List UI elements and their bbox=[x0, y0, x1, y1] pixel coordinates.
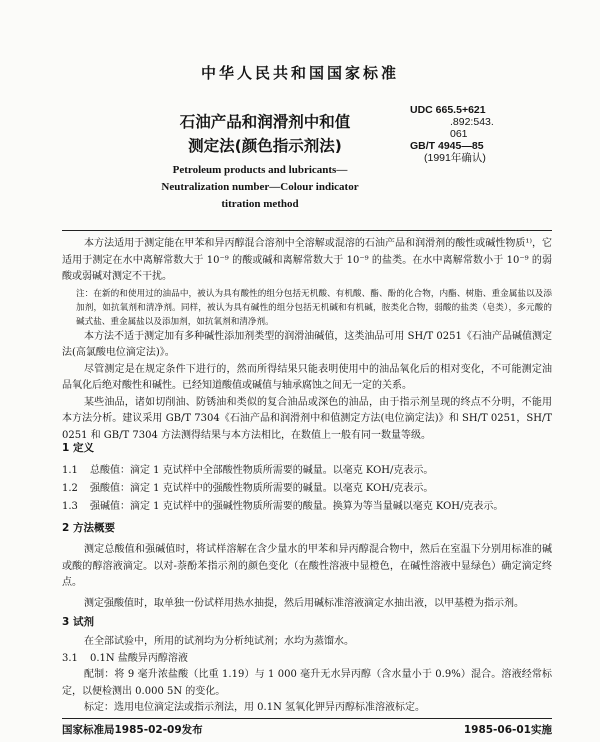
summary-paragraph-2: 测定强酸值时，取单独一份试样用热水抽提，然后用碱标准溶液滴定水抽出液，以甲基橙为指示剂。 bbox=[84, 597, 524, 609]
classification-codes bbox=[410, 104, 550, 164]
gb-code: GB/T 4945—85 bbox=[410, 140, 484, 152]
definition-text: 强酸值：滴定 1 克试样中的强酸性物质所需要的碱量。以毫克 KOH/克表示。 bbox=[90, 483, 434, 494]
definition-text: 总酸值：滴定 1 克试样中全部酸性物质所需要的碱量。以毫克 KOH/克表示。 bbox=[90, 465, 434, 476]
title-en-line-1: Petroleum products and lubricants— bbox=[172, 164, 348, 176]
reagents-paragraph-1: 在全部试验中，所用的试剂均为分析纯试剂；水均为蒸馏水。 bbox=[84, 636, 354, 647]
method-summary bbox=[62, 542, 552, 612]
summary-paragraph-1: 测定总酸值和强碱值时，将试样溶解在含少量水的甲苯和异丙醇混合物中，然后在室温下分别用标准的碱或酸的醇溶液滴定。以对-萘酚苯指示剂的颜色变化（在酸性溶液中显橙色，在碱性溶液中显绿色）确定滴定终点。 bbox=[62, 544, 552, 588]
definition-item bbox=[62, 482, 552, 496]
title-en bbox=[95, 162, 425, 213]
definitions-list bbox=[62, 464, 552, 514]
title-cn bbox=[140, 110, 390, 158]
effective-date: 1985-06-01实施 bbox=[463, 724, 552, 736]
intro-paragraph-2: 本方法不适于测定加有多种碱性添加剂类型的润滑油碱值，这类油品可用 SH/T 0251《石油产品碱值测定法(高氯酸电位滴定法)》。 bbox=[62, 330, 552, 358]
reagent-subsection bbox=[62, 651, 552, 668]
title-en-line-2: Neutralization number—Colour indicator bbox=[161, 181, 359, 193]
section-1-title: 1 定义 bbox=[62, 442, 94, 454]
confirmed-year: (1991年确认) bbox=[424, 152, 486, 164]
bottom-divider bbox=[62, 718, 552, 719]
title-en-line-3: titration method bbox=[221, 198, 299, 210]
definition-number: 1.1 bbox=[62, 465, 78, 476]
section-2-title: 2 方法概要 bbox=[62, 522, 115, 534]
reagents-paragraph-2: 配制：将 9 毫升浓盐酸（比重 1.19）与 1 000 毫升无水异丙醇（含水量小于 0.9%）混合。溶液经常标定，以便检测出 0.000 5N 的变化。 bbox=[62, 669, 552, 697]
udc-code-cont-2: 061 bbox=[450, 128, 468, 140]
definition-text: 强碱值：滴定 1 克试样中的强碱性物质所需要的酸量。换算为等当量碱以毫克 KOH/克表示。 bbox=[90, 501, 504, 512]
intro-paragraph-1: 本方法适用于测定能在甲苯和异丙醇混合溶剂中全溶解或混溶的石油产品和润滑剂的酸性或碱性物质¹⁾，它适用于测定在水中离解常数大于 10⁻⁹ 的酸或碱和离解常数大于 10⁻⁹ 的盐类。在水中离解常数小于 10⁻⁹ 的弱酸或弱碱对测定不干扰。 bbox=[62, 238, 552, 282]
reagent-subsection-number: 3.1 bbox=[62, 652, 78, 664]
udc-code: UDC 665.5+621 bbox=[410, 104, 486, 116]
title-cn-line-2: 测定法(颜色指示剂法) bbox=[188, 137, 342, 155]
reagent-subsection-title: 0.1N 盐酸异丙醇溶液 bbox=[90, 652, 188, 664]
intro-section bbox=[62, 236, 552, 444]
reagents-paragraph-3: 标定：选用电位滴定法或指示剂法，用 0.1N 氢氧化钾异丙醇标准溶液标定。 bbox=[84, 702, 426, 713]
intro-paragraph-3: 尽管测定是在规定条件下进行的，然而所得结果只能表明使用中的油品氧化后的相对变化，不可能测定油品氧化后绝对酸性和碱性。已经知道酸值或碱值与轴承腐蚀之间无一定的关系。 bbox=[62, 363, 552, 391]
top-divider bbox=[62, 230, 552, 231]
title-cn-line-1: 石油产品和润滑剂中和值 bbox=[179, 113, 351, 131]
udc-code-cont-1: .892:543. bbox=[450, 116, 494, 128]
intro-paragraph-4: 某些油品，诸如切削油、防锈油和类似的复合油品或深色的油品，由于指示剂呈现的终点不分明，不能用本方法分析。建议采用 GB/T 7304《石油产品和润滑剂中和值测定方法(电位滴定法)》和 SH/T 0251，SH/T 0251 和 GB/T 7304 方法测得结果与本方法相比，在数值上一般有同一数量等级。 bbox=[62, 396, 552, 441]
issue-date: 国家标准局1985-02-09发布 bbox=[62, 724, 203, 736]
section-3-title: 3 试剂 bbox=[62, 616, 94, 628]
definition-item bbox=[62, 464, 552, 478]
definition-number: 1.3 bbox=[62, 501, 78, 512]
definition-number: 1.2 bbox=[62, 483, 78, 494]
definition-item bbox=[62, 500, 552, 514]
reagents-section bbox=[62, 634, 552, 717]
standard-header: 中华人民共和国国家标准 bbox=[200, 64, 399, 82]
intro-note: 注：在新的和使用过的油品中，被认为具有酸性的组分包括无机酸、有机酸、酯、酚的化合物，内酯、树脂、重金属盐以及添加剂，如抗氧剂和清净剂。同样，被认为具有碱性的组分包括无机碱和有机碱，胺类化合物，弱酸的盐类（皂类），多元酸的碱式盐、重金属盐以及添加剂，如抗氧剂和清净剂。 bbox=[76, 288, 552, 327]
